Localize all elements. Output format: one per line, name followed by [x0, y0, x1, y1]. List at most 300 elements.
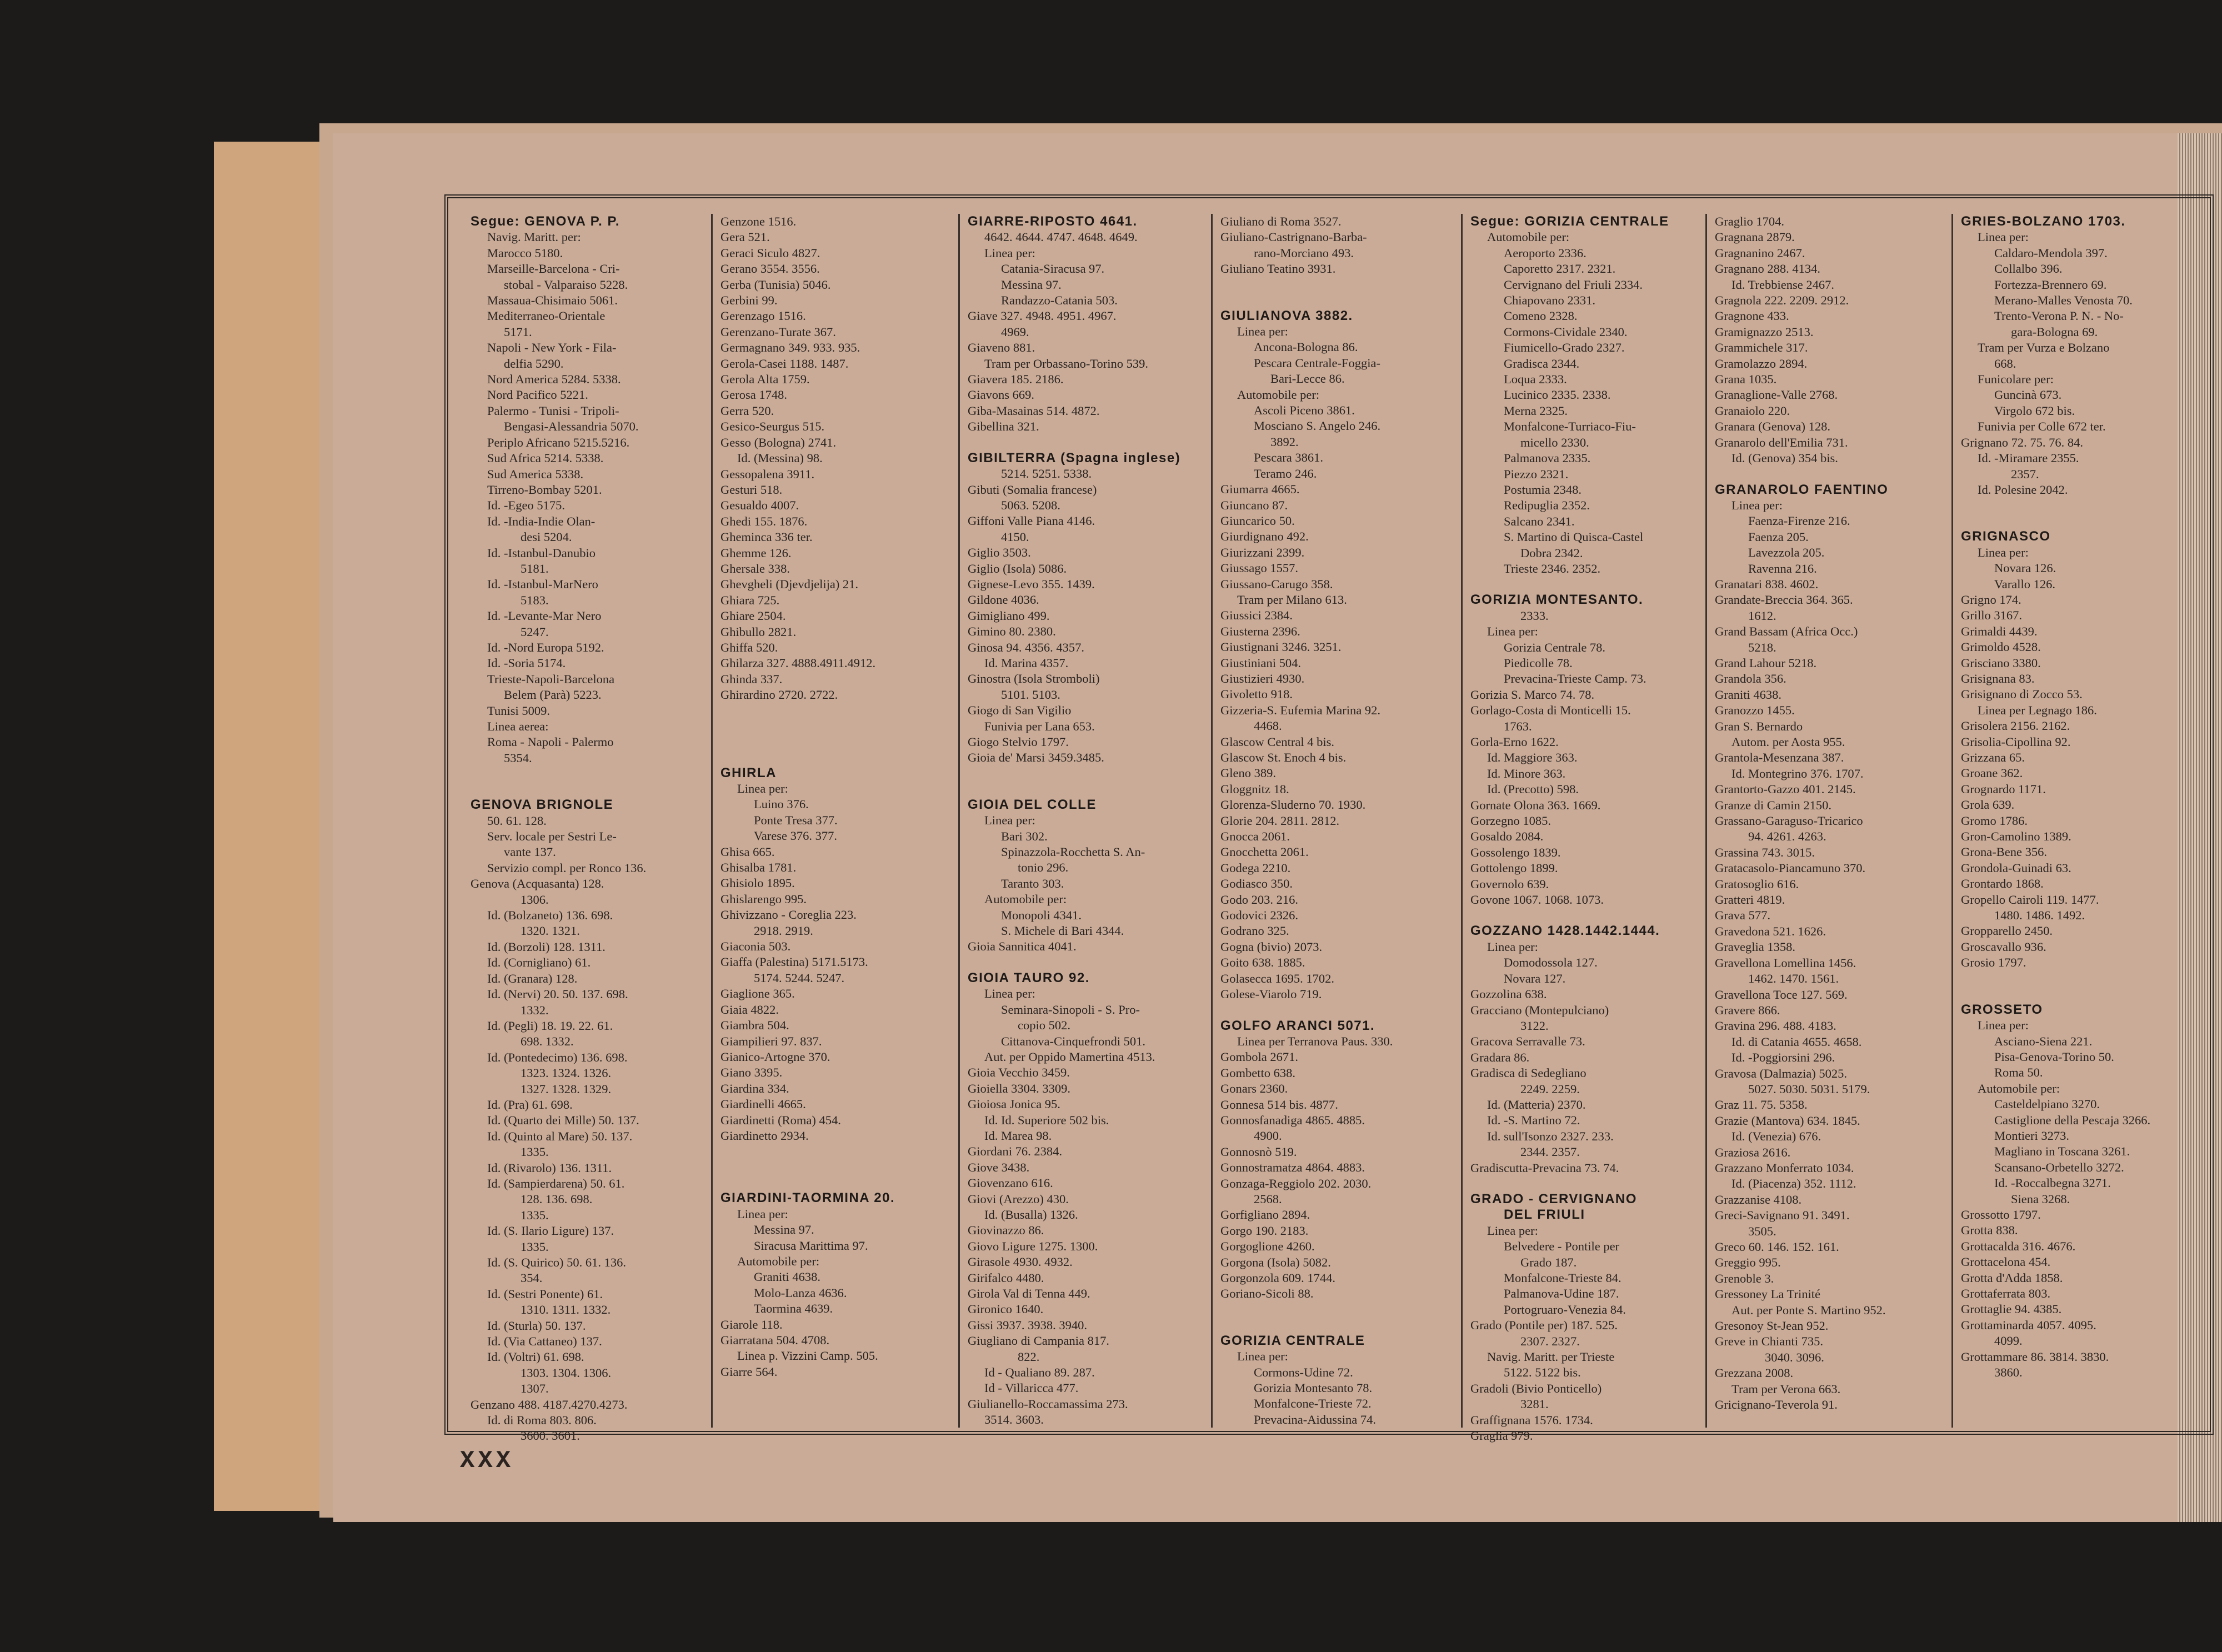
entry-line: 128. 136. 698. [521, 1192, 593, 1207]
entry-line: Gnocchetta 2061. [1220, 845, 1309, 859]
entry-line: Linea per: [984, 813, 1035, 828]
entry-line: Godiasco 350. [1220, 877, 1293, 891]
section-heading: DEL FRIULI [1504, 1207, 1585, 1223]
entry-line: Id. -Egeo 5175. [487, 498, 565, 513]
entry-line: Id. -India-Indie Olan- [487, 514, 595, 528]
entry-line: Comeno 2328. [1504, 309, 1578, 323]
entry-line: 94. 4261. 4263. [1748, 829, 1826, 844]
entry-line: Prevacina-Trieste Camp. 73. [1504, 672, 1647, 686]
entry-line: Girola Val di Tenna 449. [968, 1286, 1090, 1300]
section-heading: GROSSETO [1961, 1002, 2043, 1017]
entry-line: Gradisca 2344. [1504, 356, 1580, 371]
entry-line: Gragnola 222. 2209. 2912. [1715, 293, 1849, 308]
entry-line: Gloggnitz 18. [1220, 782, 1289, 796]
entry-line: Grisciano 3380. [1961, 655, 2041, 670]
column-2 [713, 214, 960, 1428]
entry-line: Gonzaga-Reggiolo 202. 2030. [1220, 1176, 1372, 1190]
entry-line: 1480. 1486. 1492. [1994, 908, 2085, 923]
entry-line: Id. di Roma 803. 806. [487, 1413, 597, 1428]
entry-line: Gera 521. [720, 230, 770, 244]
entry-line: Grignano 72. 75. 76. 84. [1961, 435, 2083, 449]
entry-line: Roma 50. [1994, 1065, 2043, 1080]
entry-line: 5214. 5251. 5338. [1001, 467, 1092, 481]
section-heading: GOZZANO 1428.1442.1444. [1470, 923, 1660, 939]
spacer [720, 1144, 953, 1175]
entry-line: desi 5204. [521, 530, 572, 544]
entry-line: Gorla-Erno 1622. [1470, 735, 1559, 749]
entry-line: Gerola-Casei 1188. 1487. [720, 356, 849, 371]
entry-line: Golasecca 1695. 1702. [1220, 971, 1334, 985]
entry-line: Id. (Quarto dei Mille) 50. 137. [487, 1113, 639, 1128]
entry-line: Gradara 86. [1470, 1050, 1530, 1064]
entry-line: Gleno 389. [1220, 766, 1276, 780]
entry-line: Id. -Soria 5174. [487, 656, 566, 670]
entry-line: Virgolo 672 bis. [1994, 403, 2075, 418]
entry-line: Montieri 3273. [1994, 1128, 2069, 1143]
entry-line: 2333. [1520, 608, 1549, 623]
entry-line: 2307. 2327. [1520, 1334, 1580, 1348]
entry-line: Merano-Malles Venosta 70. [1994, 293, 2133, 308]
entry-line: Id. (Messina) 98. [737, 451, 823, 465]
column-6 [1707, 214, 1953, 1428]
entry-line: Grisolia-Cipollina 92. [1961, 734, 2071, 749]
entry-line: Ghilarza 327. 4888.4911.4912. [720, 656, 876, 670]
entry-line: Godrano 325. [1220, 924, 1289, 938]
entry-line: Gramolazzo 2894. [1715, 356, 1808, 371]
entry-line: 1335. [521, 1145, 549, 1159]
entry-line: Giaia 4822. [720, 1002, 779, 1017]
entry-line: tonio 296. [1018, 860, 1069, 875]
entry-line: Grottaminarda 4057. 4095. [1961, 1318, 2096, 1332]
entry-line: Id. -S. Martino 72. [1487, 1113, 1580, 1128]
entry-line: Greco 60. 146. 152. 161. [1715, 1240, 1839, 1254]
entry-line: Magliano in Toscana 3261. [1994, 1144, 2130, 1159]
entry-line: 822. [1018, 1349, 1040, 1364]
entry-line: Id. (Busalla) 1326. [984, 1207, 1078, 1222]
entry-line: Giussago 1557. [1220, 561, 1298, 575]
entry-line: Graveglia 1358. [1715, 940, 1795, 954]
entry-line: Automobile per: [984, 892, 1067, 907]
entry-line: Govone 1067. 1068. 1073. [1470, 893, 1604, 907]
entry-line: Genzano 488. 4187.4270.4273. [471, 1397, 628, 1411]
entry-line: Gheminca 336 ter. [720, 530, 813, 544]
entry-line: Ghislarengo 995. [720, 892, 807, 906]
entry-line: Gerenzago 1516. [720, 309, 806, 323]
entry-line: Gogna (bivio) 2073. [1220, 939, 1323, 954]
entry-line: Graniti 4638. [1715, 687, 1781, 702]
entry-line: vante 137. [504, 845, 556, 859]
spacer [968, 766, 1205, 797]
entry-line: Ghisiolo 1895. [720, 876, 795, 890]
entry-line: Giuliano Teatino 3931. [1220, 262, 1336, 276]
entry-line: rano-Morciano 493. [1254, 246, 1354, 260]
entry-line: Giavera 185. 2186. [968, 372, 1064, 387]
entry-line: Gombetto 638. [1220, 1065, 1295, 1080]
entry-line: copio 502. [1018, 1018, 1070, 1033]
spacer [1220, 1003, 1455, 1018]
entry-line: Linea per: [984, 246, 1035, 260]
section-heading: GIARRE-RIPOSTO 4641. [968, 214, 1138, 229]
entry-line: Id. (Sturla) 50. 137. [487, 1318, 586, 1333]
entry-line: Mediterraneo-Orientale [487, 309, 605, 323]
entry-line: Grimaldi 4439. [1961, 624, 2038, 638]
entry-line: Ghemme 126. [720, 545, 792, 560]
entry-line: Redipuglia 2352. [1504, 498, 1590, 513]
entry-line: 5218. [1748, 640, 1776, 654]
entry-line: Grimoldo 4528. [1961, 640, 2041, 654]
entry-line: Gioia Sannitica 4041. [968, 939, 1077, 954]
entry-line: Godo 203. 216. [1220, 892, 1298, 907]
entry-line: Casteldelpiano 3270. [1994, 1097, 2100, 1112]
entry-line: Id. (Precotto) 598. [1487, 782, 1579, 797]
spacer [968, 955, 1205, 970]
entry-line: 698. 1332. [521, 1034, 574, 1049]
entry-line: 1323. 1324. 1326. [521, 1066, 612, 1080]
entry-line: Id. Id. Superiore 502 bis. [984, 1113, 1109, 1127]
entry-line: Ghedi 155. 1876. [720, 514, 808, 528]
entry-line: Grisolera 2156. 2162. [1961, 719, 2070, 733]
entry-line: Gradisca di Sedegliano [1470, 1066, 1587, 1080]
entry-line: 3505. [1748, 1224, 1776, 1238]
entry-line: Girasole 4930. 4932. [968, 1255, 1073, 1269]
entry-line: 4642. 4644. 4747. 4648. 4649. [984, 230, 1138, 244]
entry-line: Prevacina-Aidussina 74. [1254, 1412, 1376, 1426]
entry-line: Lucinico 2335. 2338. [1504, 388, 1611, 402]
entry-line: Gropello Cairoli 119. 1477. [1961, 892, 2099, 907]
entry-line: Id. (Sestri Ponente) 61. [487, 1286, 603, 1301]
entry-line: Aut. per Oppido Mamertina 4513. [984, 1049, 1155, 1064]
entry-line: Id. (Via Cattaneo) 137. [487, 1334, 602, 1349]
entry-line: Graffignana 1576. 1734. [1470, 1413, 1593, 1427]
entry-line: 1612. [1748, 608, 1776, 623]
section-heading: GIOIA TAURO 92. [968, 970, 1090, 985]
entry-line: Id. (Matteria) 2370. [1487, 1097, 1586, 1112]
section-heading: GHIRLA [720, 765, 777, 780]
entry-line: Nord Pacifico 5221. [487, 388, 588, 402]
entry-line: Ghersale 338. [720, 561, 790, 575]
entry-line: Gesico-Seurgus 515. [720, 419, 825, 434]
entry-line: Id. -Roccalbegna 3271. [1994, 1176, 2111, 1190]
entry-line: 1306. [521, 892, 549, 907]
entry-line: Funivia per Lana 653. [984, 719, 1095, 733]
entry-line: Giampilieri 97. 837. [720, 1034, 822, 1048]
entry-line: Gerra 520. [720, 403, 774, 418]
section-heading: GENOVA BRIGNOLE [471, 797, 614, 813]
entry-line: Grottaferrata 803. [1961, 1286, 2051, 1300]
entry-line: Id. (Genova) 354 bis. [1731, 451, 1838, 465]
entry-line: 1332. [521, 1003, 549, 1017]
entry-line: Gerbini 99. [720, 293, 778, 308]
entry-line: Palermo - Tunisi - Tripoli- [487, 403, 619, 418]
entry-line: 1763. [1504, 719, 1532, 733]
entry-line: Graniti 4638. [754, 1270, 820, 1284]
entry-line: Groscavallo 936. [1961, 939, 2046, 954]
entry-line: Grazie (Mantova) 634. 1845. [1715, 1113, 1860, 1128]
entry-line: Id. (Piacenza) 352. 1112. [1731, 1177, 1856, 1191]
entry-line: Ghiara 725. [720, 593, 780, 607]
entry-line: Id. (Pegli) 18. 19. 22. 61. [487, 1018, 613, 1033]
entry-line: 1327. 1328. 1329. [521, 1082, 612, 1096]
entry-line: Funivia per Colle 672 ter. [1978, 419, 2106, 434]
entry-line: Gioiella 3304. 3309. [968, 1081, 1070, 1095]
entry-line: Sud Africa 5214. 5338. [487, 451, 604, 465]
entry-line: Giuliano di Roma 3527. [1220, 214, 1342, 228]
entry-line: Ghinda 337. [720, 672, 783, 686]
entry-line: Grottacelona 454. [1961, 1255, 2051, 1269]
entry-line: Id. Trebbiense 2467. [1731, 277, 1834, 292]
entry-line: Aut. per Ponte S. Martino 952. [1731, 1303, 1886, 1317]
entry-line: Roma - Napoli - Palermo [487, 735, 614, 749]
spacer [1961, 971, 2200, 1002]
entry-line: 5181. [521, 561, 549, 575]
entry-line: Geraci Siculo 4827. [720, 246, 820, 260]
entry-line: 1335. [521, 1239, 549, 1254]
entry-line: Groane 362. [1961, 766, 2023, 780]
entry-line: Automobile per: [737, 1254, 820, 1268]
entry-line: Grado (Pontile per) 187. 525. [1470, 1318, 1618, 1333]
entry-line: Navig. Maritt. per: [487, 230, 581, 244]
entry-line: Id. (Sampierdarena) 50. 61. [487, 1176, 625, 1190]
entry-line: Gioia de' Marsi 3459.3485. [968, 750, 1104, 765]
entry-line: Grandola 356. [1715, 672, 1786, 686]
entry-line: Gravellona Toce 127. 569. [1715, 987, 1848, 1002]
entry-line: Golese-Viarolo 719. [1220, 987, 1322, 1002]
entry-line: Gessopalena 3911. [720, 467, 815, 481]
entry-line: Gombola 2671. [1220, 1050, 1298, 1064]
entry-line: Giovi (Arezzo) 430. [968, 1192, 1069, 1206]
entry-line: Giulianello-Roccamassima 273. [968, 1396, 1128, 1411]
entry-line: Gossolengo 1839. [1470, 845, 1561, 859]
entry-line: Ghiffa 520. [720, 640, 778, 654]
entry-line: Id. (Pra) 61. 698. [487, 1097, 573, 1112]
entry-line: Giano 3395. [720, 1065, 783, 1080]
entry-line: Giustignani 3246. 3251. [1220, 640, 1342, 654]
section-heading: GIULIANOVA 3882. [1220, 308, 1353, 323]
entry-line: Monfalcone-Trieste 84. [1504, 1271, 1622, 1285]
entry-line: 5122. 5122 bis. [1504, 1365, 1581, 1380]
entry-line: Tram per Vurza e Bolzano [1978, 341, 2110, 355]
entry-line: Giavons 669. [968, 388, 1034, 402]
entry-line: Siracusa Marittima 97. [754, 1238, 868, 1253]
section-heading: GOLFO ARANCI 5071. [1220, 1018, 1375, 1033]
spacer [1220, 277, 1455, 308]
entry-line: 5247. [521, 624, 549, 639]
entry-line: Gerenzano-Turate 367. [720, 324, 836, 339]
entry-line: Grottacalda 316. 4676. [1961, 1239, 2076, 1253]
entry-line: Giogo Stelvio 1797. [968, 735, 1069, 749]
entry-line: Gornate Olona 363. 1669. [1470, 798, 1601, 812]
entry-line: Ravenna 216. [1748, 561, 1817, 575]
entry-line: Grado 187. [1520, 1255, 1577, 1269]
entry-line: Belem (Parà) 5223. [504, 688, 602, 702]
entry-line: Id. -Istanbul-Danubio [487, 545, 595, 560]
entry-line: Monfalcone-Trieste 72. [1254, 1396, 1372, 1411]
entry-line: Messina 97. [754, 1223, 814, 1237]
entry-line: Monopoli 4341. [1001, 908, 1082, 922]
entry-line: Gnocca 2061. [1220, 829, 1290, 844]
entry-line: Gorgonzola 609. 1744. [1220, 1271, 1336, 1285]
section-heading: GIOIA DEL COLLE [968, 797, 1097, 812]
entry-line: Glascow St. Enoch 4 bis. [1220, 750, 1347, 764]
entry-line: Dobra 2342. [1520, 545, 1583, 560]
entry-line: Ghisalba 1781. [720, 860, 797, 875]
entry-line: Gianico-Artogne 370. [720, 1049, 830, 1064]
spacer [720, 703, 953, 734]
entry-line: Gesualdo 4007. [720, 498, 799, 513]
entry-line: 2344. 2357. [1520, 1145, 1580, 1159]
entry-line: Belvedere - Pontile per [1504, 1239, 1620, 1254]
entry-line: 1335. [521, 1208, 549, 1222]
entry-line: Linea per: [1487, 939, 1538, 954]
entry-line: Caporetto 2317. 2321. [1504, 262, 1616, 276]
entry-line: Genzone 1516. [720, 214, 797, 228]
spacer [1470, 1176, 1700, 1192]
entry-line: Id. Montegrino 376. 1707. [1731, 766, 1864, 780]
entry-line: Gonnosfanadiga 4865. 4885. [1220, 1113, 1365, 1127]
entry-line: Monfalcone-Turriaco-Fiu- [1504, 419, 1636, 434]
entry-line: Gosaldo 2084. [1470, 829, 1544, 844]
entry-line: Granarolo dell'Emilia 731. [1715, 435, 1848, 449]
entry-line: Giuncano 87. [1220, 498, 1288, 512]
entry-line: 354. [521, 1271, 543, 1285]
entry-line: Messina 97. [1001, 277, 1062, 292]
entry-line: Giussano-Carugo 358. [1220, 577, 1333, 591]
entry-line: Bari 302. [1001, 829, 1048, 843]
entry-line: Taormina 4639. [754, 1301, 833, 1316]
entry-line: 1320. 1321. [521, 924, 580, 938]
entry-line: Gratosoglio 616. [1715, 877, 1799, 891]
entry-line: Ghiare 2504. [720, 609, 786, 623]
entry-line: Fiumicello-Grado 2327. [1504, 341, 1625, 355]
entry-line: Grassano-Garaguso-Tricarico [1715, 814, 1863, 828]
entry-line: Gorgoglione 4260. [1220, 1239, 1315, 1254]
entry-line: Grenoble 3. [1715, 1271, 1774, 1285]
entry-line: Gibellina 321. [968, 419, 1039, 434]
entry-line: Giove 3438. [968, 1160, 1030, 1174]
entry-line: Linea per: [1237, 1349, 1288, 1364]
entry-line: Grezzana 2008. [1715, 1366, 1794, 1380]
entry-line: 668. [1994, 356, 2016, 371]
entry-line: Grottammare 86. 3814. 3830. [1961, 1349, 2109, 1364]
entry-line: Linea per: [1487, 1223, 1538, 1238]
entry-line: Linea per: [1978, 230, 2029, 244]
entry-line: Id. Maggiore 363. [1487, 750, 1578, 765]
entry-line: Gratteri 4819. [1715, 893, 1785, 907]
spacer [720, 734, 953, 765]
entry-line: Gimigliano 499. [968, 608, 1050, 623]
entry-line: Palmanova 2335. [1504, 451, 1591, 465]
entry-line: Id. -Nord Europa 5192. [487, 640, 604, 654]
entry-line: Linea per Terranova Paus. 330. [1237, 1034, 1393, 1048]
entry-line: Faenza-Firenze 216. [1748, 514, 1850, 528]
entry-line: Id. Minore 363. [1487, 766, 1566, 780]
entry-line: Grisignana 83. [1961, 671, 2035, 685]
entry-line: Gorizia Montesanto 78. [1254, 1381, 1373, 1395]
entry-line: Gradiscutta-Prevacina 73. 74. [1470, 1160, 1619, 1175]
section-heading: GIBILTERRA (Spagna inglese) [968, 450, 1181, 465]
entry-line: Id. (Rivarolo) 136. 1311. [487, 1160, 612, 1175]
entry-line: Grola 639. [1961, 798, 2015, 812]
entry-line: 5101. 5103. [1001, 687, 1060, 702]
entry-line: Giuncarico 50. [1220, 513, 1295, 528]
entry-line: Girifalco 4480. [968, 1270, 1044, 1285]
section-heading: GORIZIA CENTRALE [1220, 1333, 1365, 1348]
entry-line: Giambra 504. [720, 1018, 789, 1033]
entry-line: 3281. [1520, 1397, 1549, 1411]
entry-line: Piedicolle 78. [1504, 655, 1573, 670]
entry-line: Giusterna 2396. [1220, 624, 1300, 638]
entry-line: Giba-Masainas 514. 4872. [968, 403, 1100, 418]
entry-line: stobal - Valparaiso 5228. [504, 277, 628, 292]
entry-line: Glorenza-Sluderno 70. 1930. [1220, 798, 1366, 812]
entry-line: Piezzo 2321. [1504, 467, 1569, 481]
entry-line: Autom. per Aosta 955. [1731, 735, 1845, 749]
entry-line: Taranto 303. [1001, 876, 1064, 890]
section-heading: GIARDINI-TAORMINA 20. [720, 1190, 895, 1206]
entry-line: Linea per: [737, 782, 788, 795]
entry-line: Giarole 118. [720, 1317, 783, 1331]
entry-line: Giovo Ligure 1275. 1300. [968, 1239, 1098, 1253]
spacer [1715, 467, 1946, 482]
entry-line: Grotta d'Adda 1858. [1961, 1270, 2063, 1285]
entry-line: 2918. 2919. [754, 923, 813, 938]
entry-line: Id. (Borzoli) 128. 1311. [487, 939, 605, 954]
entry-line: 5063. 5208. [1001, 498, 1060, 512]
entry-line: Grandate-Breccia 364. 365. [1715, 593, 1853, 607]
entry-line: Glascow Central 4 bis. [1220, 734, 1334, 749]
entry-line: Grantola-Mesenzana 387. [1715, 750, 1844, 765]
entry-line: 1310. 1311. 1332. [521, 1303, 611, 1317]
entry-line: Ginosa 94. 4356. 4357. [968, 640, 1084, 654]
entry-line: 3860. [1994, 1365, 2023, 1380]
entry-line: Grand Lahour 5218. [1715, 655, 1817, 670]
entry-line: Gracova Serravalle 73. [1470, 1034, 1585, 1049]
entry-line: Gorgona (Isola) 5082. [1220, 1255, 1331, 1269]
entry-line: Id. (Granara) 128. [487, 971, 578, 985]
entry-line: Gron-Camolino 1389. [1961, 829, 2071, 844]
entry-line: Servizio compl. per Ronco 136. [487, 860, 647, 875]
entry-line: Giustizieri 4930. [1220, 671, 1305, 685]
entry-line: Greci-Savignano 91. 3491. [1715, 1208, 1850, 1223]
entry-line: 5183. [521, 593, 549, 607]
entry-line: Id. (Cornigliano) 61. [487, 955, 591, 970]
entry-line: Trieste-Napoli-Barcelona [487, 672, 615, 686]
entry-line: Glorie 204. 2811. 2812. [1220, 813, 1340, 828]
entry-line: Giffoni Valle Piana 4146. [968, 514, 1095, 528]
entry-line: S. Michele di Bari 4344. [1001, 924, 1124, 938]
entry-line: Gonars 2360. [1220, 1082, 1288, 1096]
entry-line: Linea per: [1237, 324, 1288, 339]
entry-line: Automobile per: [1237, 387, 1320, 402]
entry-line: Gonnesa 514 bis. 4877. [1220, 1097, 1338, 1112]
entry-line: Giovenzano 616. [968, 1176, 1053, 1190]
entry-line: Faenza 205. [1748, 529, 1809, 544]
entry-line: gara-Bologna 69. [2011, 324, 2098, 339]
entry-line: Graglio 1704. [1715, 214, 1784, 228]
entry-line: Linea per: [1731, 498, 1783, 512]
entry-line: Automobile per: [1487, 230, 1570, 244]
entry-line: Gramignazzo 2513. [1715, 324, 1814, 339]
entry-line: 2568. [1254, 1192, 1282, 1206]
entry-line: Greve in Chianti 735. [1715, 1334, 1823, 1349]
entry-line: Grammichele 317. [1715, 341, 1808, 355]
entry-line: Gravellona Lomellina 1456. [1715, 955, 1856, 970]
entry-line: Gorizia S. Marco 74. 78. [1470, 687, 1595, 702]
entry-line: Catania-Siracusa 97. [1001, 262, 1105, 276]
entry-line: Sud America 5338. [487, 467, 584, 481]
entry-line: Gradoli (Bivio Ponticello) [1470, 1381, 1602, 1395]
entry-line: Bengasi-Alessandria 5070. [504, 419, 639, 434]
